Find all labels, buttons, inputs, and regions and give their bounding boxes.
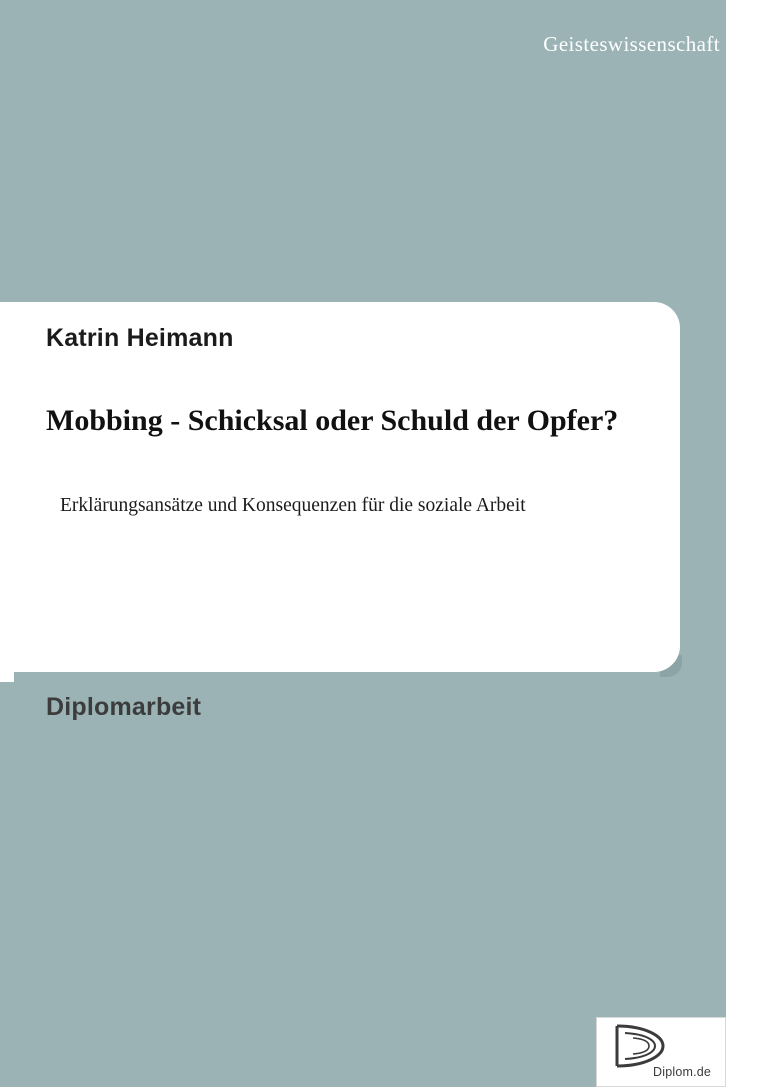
author-name: Katrin Heimann [46,324,234,352]
publisher-name: Diplom.de [653,1065,712,1079]
page-title: Mobbing - Schicksal oder Schuld der Opfer? [46,404,619,437]
right-margin-strip [726,0,766,1087]
card-left-notch [0,672,14,682]
discipline-label: Geisteswissenschaft [543,32,720,56]
title-card [0,302,680,672]
publisher-logo [596,1017,726,1087]
document-type-label: Diplomarbeit [46,693,202,721]
diplom-logo-icon [611,1024,669,1068]
subtitle: Erklärungsansätze und Konsequenzen für die soziale Arbeit [60,495,526,516]
